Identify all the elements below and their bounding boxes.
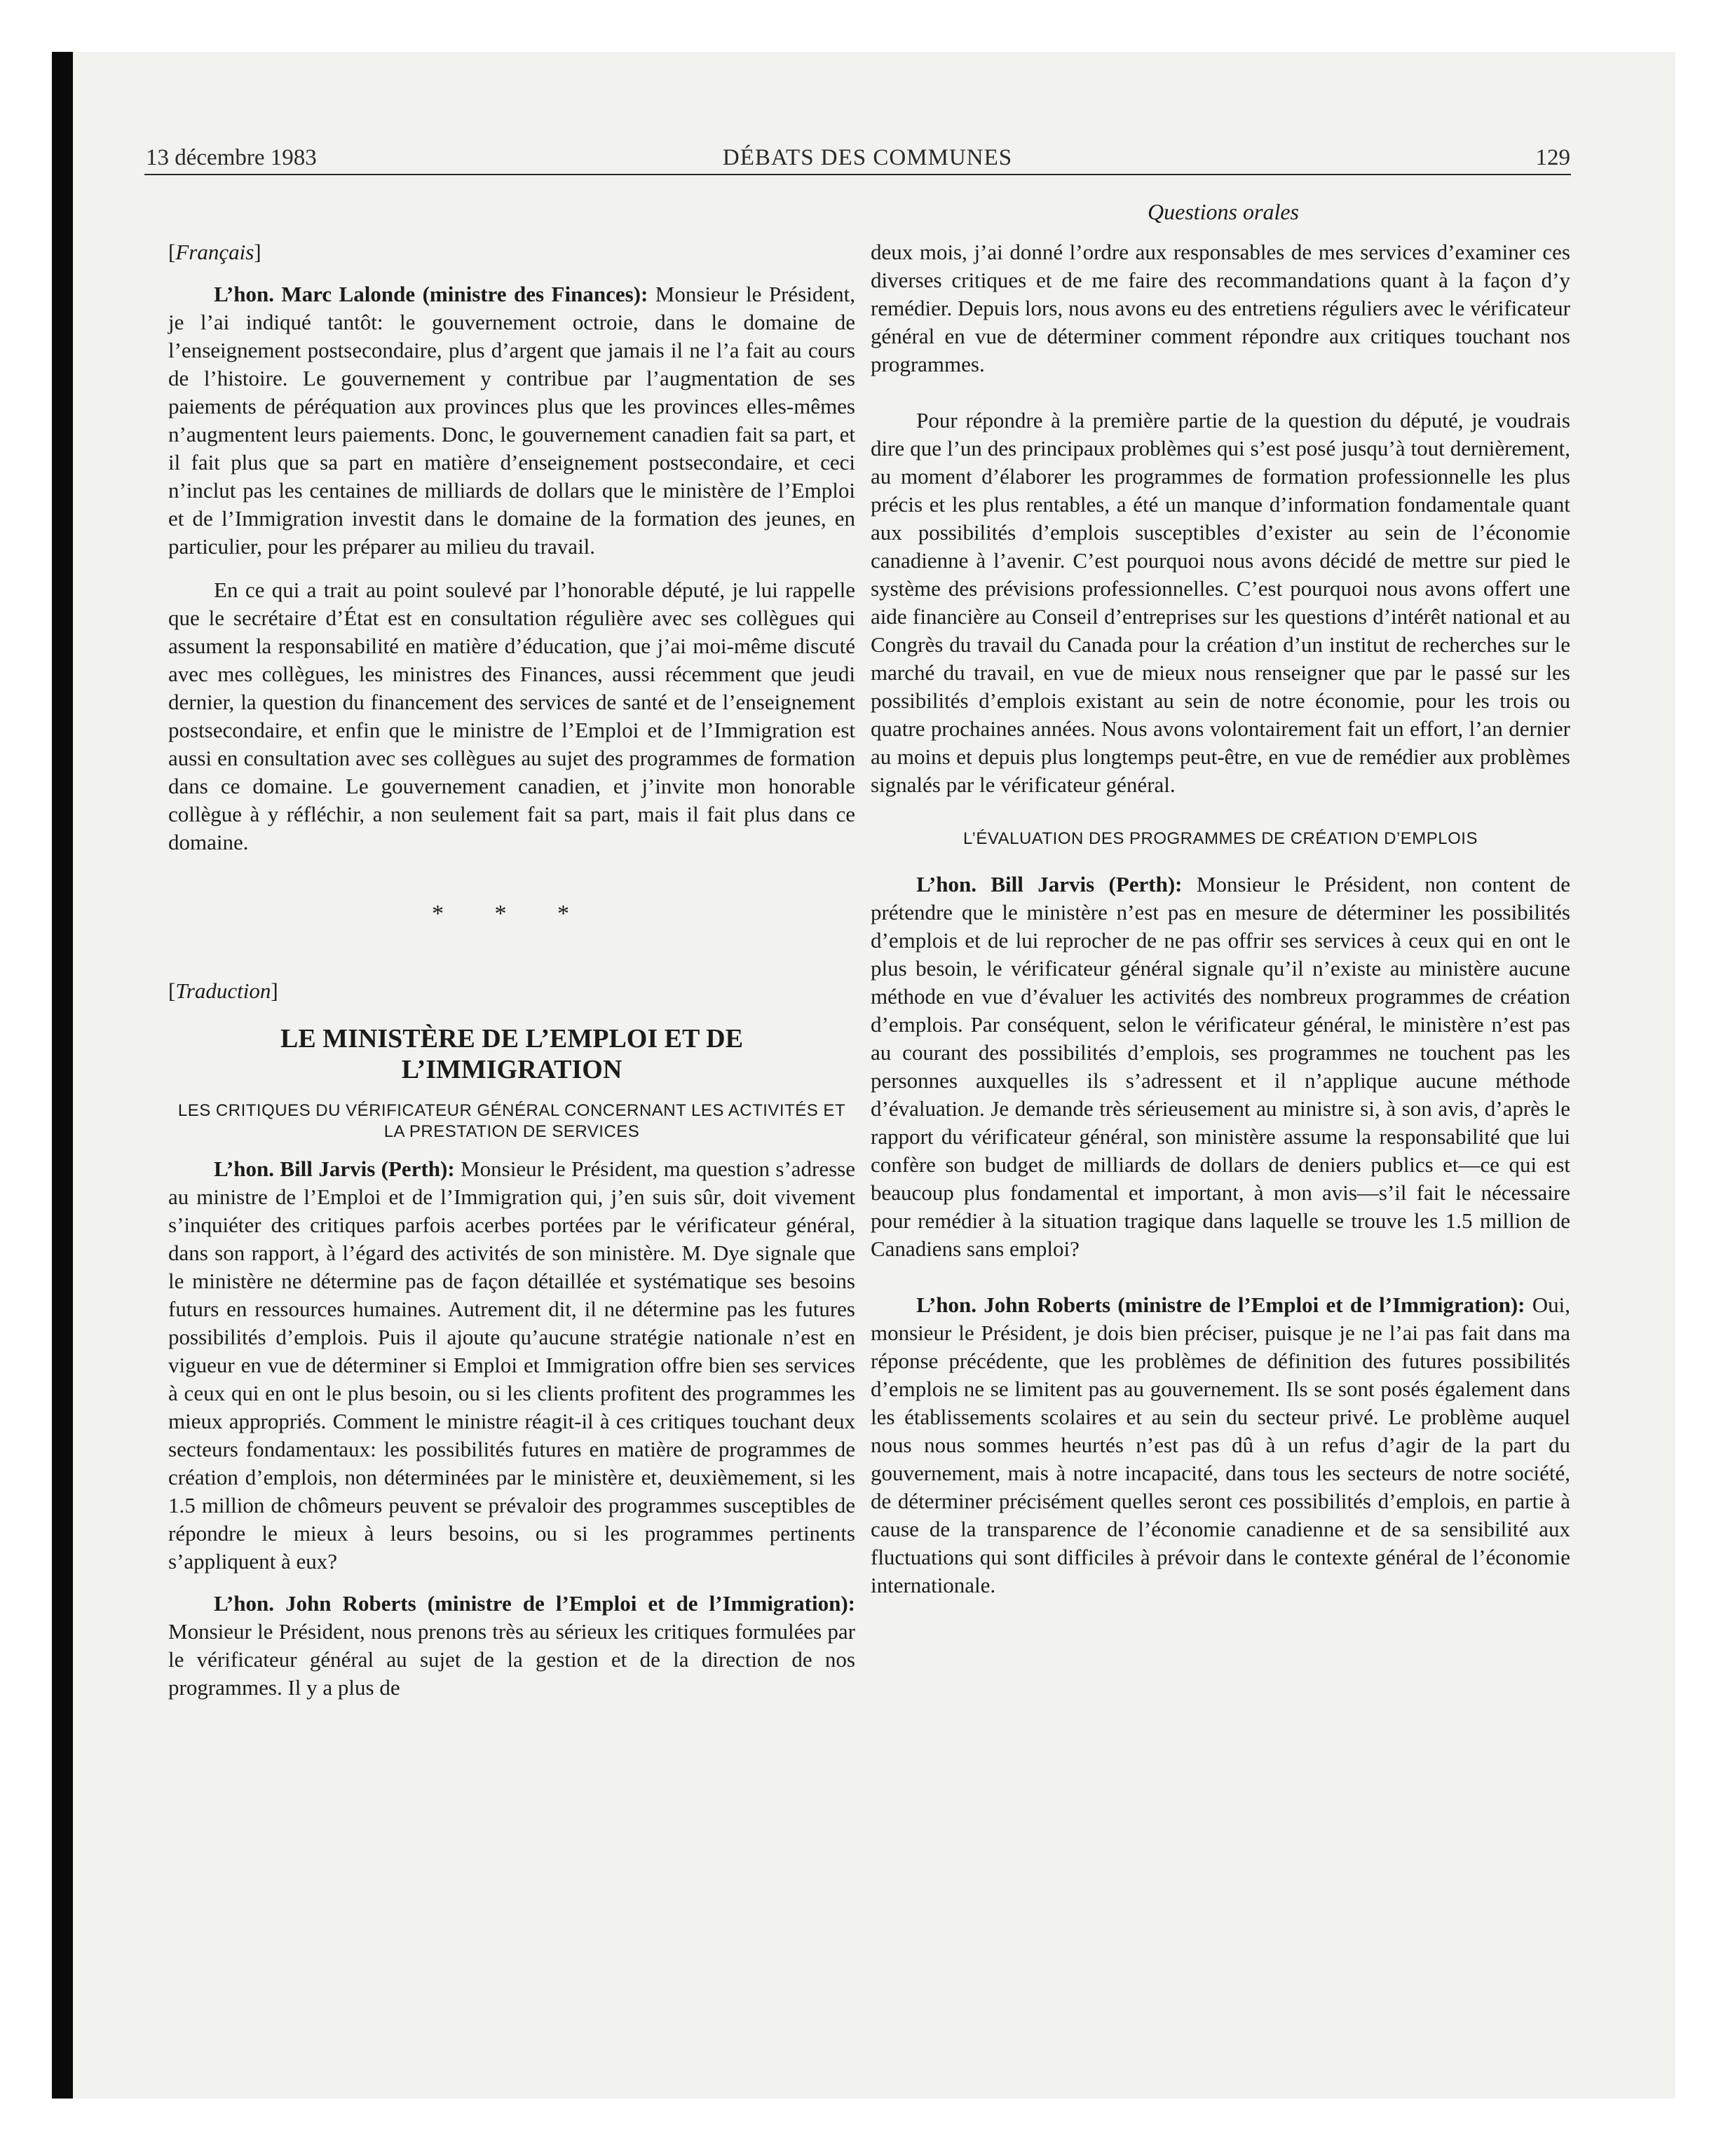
header-rule	[144, 174, 1571, 175]
header-date: 13 décembre 1983	[146, 145, 317, 170]
section-title: LE MINISTÈRE DE L’EMPLOI ET DE L’IMMIGRATION	[280, 1024, 743, 1084]
speech-paragraph: deux mois, j’ai donné l’ordre aux responsables de mes services d’examiner ces diverses critiques et de me faire des recommandations quant à la façon d’y remédier. Depuis lors, nous avons eu des entretiens réguliers avec le vérificateur général en vue de déterminer comment répondre aux critiques touchant nos programmes.	[871, 240, 1570, 376]
speech-paragraph: Pour répondre à la première partie de la question du député, je voudrais dire que l’un des principaux problèmes qui s’est posé jusqu’à tout dernièrement, au moment d’élaborer les programmes de formation professionnelle les plus précis et les plus rentables, a été un manque d’information fondamentale quant aux possibilités d’emplois susceptibles d’exister au sein de l’économie canadienne à l’avenir. C’est pourquoi nous avons décidé de mettre sur pied le système des prévisions professionnelles. C’est pourquoi nous avons offert une aide financière au Conseil d’entreprises sur les questions d’intérêt national et au Congrès du travail du Canada pour la création d’un institut de recherches sur le marché du travail, en vue de mieux nous renseigner que par le passé sur les possibilités d’emplois existant au sein de notre économie, pour les trois ou quatre prochaines années. Nous avons volontairement fait un effort, l’an dernier au moins et depuis plus longtemps peut-être, en vue de remédier aux problèmes signalés par le vérificateur général.	[871, 408, 1570, 797]
binding-edge	[52, 52, 73, 2099]
speech-text: Monsieur le Président, ma question s’adresse au ministre de l’Emploi et de l’Immigration qui, j’en suis sûr, doit vivement s’inquiéter des critiques parfois acerbes portées par le vérificateur général, dans son rapport, à l’égard des activités de son ministère. M. Dye signale que le ministère ne détermine pas de façon détaillée et systématique ses besoins futurs en ressources humaines. Autrement dit, il ne détermine pas les futures possibilités d’emplois. Puis il ajoute qu’aucune stratégie nationale n’est en vigueur en vue de déterminer si Emploi et Immigration offre bien ses services à ceux qui en ont le plus besoin, ou si les clients profitent des programmes les mieux appropriés. Comment le ministre réagit-il à ces critiques touchant deux secteurs fondamentaux: les possibilités futures en matière de programmes de création d’emplois, non déterminées par le ministère et, deuxièmement, si les 1.5 million de chômeurs peuvent se prévaloir des programmes susceptibles de répondre le mieux à leurs besoins, ou si les programmes pertinents s’appliquent à eux?	[168, 1157, 856, 1574]
speech-paragraph	[871, 871, 1570, 1263]
speaker-name: L’hon. Bill Jarvis (Perth):	[916, 872, 1183, 896]
speech-text: Monsieur le Président, non content de prétendre que le ministère n’est pas en mesure de déterminer les possibilités d’emplois et de lui reprocher de ne pas offrir ses services à ceux qui en ont le plus besoin, le vérificateur général signale qu’il n’existe au ministère aucune méthode en vue d’évaluer les activités des nombreux programmes de création d’emplois. Par conséquent, selon le vérificateur général, le ministère n’est pas au courant des possibilités d’emplois, ses programmes ne touchent pas les personnes auxquelles ils s’adressent et il n’applique aucune méthode d’évaluation. Je demande très sérieusement au ministre si, à son avis, d’après le rapport du vérificateur général, son ministère assume la responsabilité que lui confère son budget de milliards de dollars de deniers publics et—ce qui est beaucoup plus fondamental et important, à mon avis—s’il fait le nécessaire pour remédier à la situation tragique dans laquelle se trouve les 1.5 million de Canadiens sans emploi?	[871, 872, 1571, 1261]
section-subtitle: L’ÉVALUATION DES PROGRAMMES DE CRÉATION D’EMPLOIS	[963, 829, 1478, 848]
left-column	[168, 238, 855, 1702]
language-note: [Français]	[168, 240, 261, 264]
speech-paragraph	[168, 1590, 855, 1702]
speaker-name: L’hon. John Roberts (ministre de l’Emploi et de l’Immigration):	[214, 1591, 855, 1616]
header-title: DÉBATS DES COMMUNES	[722, 145, 1013, 170]
speech-paragraph	[168, 1155, 855, 1576]
speech-text: Oui, monsieur le Président, je dois bien préciser, puisque je ne l’ai pas fait dans ma réponse précédente, que les problèmes de définition des futures possibilités d’emplois ne se limitent pas au gouvernement. Ils se sont posés également dans les établissements scolaires et au sein du secteur privé. Le problème auquel nous nous sommes heurtés n’est pas dû à un refus d’agir de la part du gouvernement, mais à notre incapacité, dans tous les secteurs de notre société, de déterminer précisément quelles seront ces possibilités d’emplois, en partie à cause de la transparence de l’économie canadienne et de sa sensibilité aux fluctuations qui sont difficiles à prévoir dans le contexte général de l’économie internationale.	[871, 1292, 1571, 1597]
speech-text: Monsieur le Président, je l’ai indiqué tantôt: le gouvernement octroie, dans le domaine de l’enseignement postsecondaire, plus d’argent que jamais il ne l’a fait au cours de l’histoire. Le gouvernement y contribue par l’augmentation de ses paiements de péréquation aux provinces plus que les provinces elles-mêmes n’augmentent leurs paiements. Donc, le gouvernement canadien fait sa part, et il fait plus que sa part en matière d’enseignement postsecondaire, et ceci n’inclut pas les centaines de milliards de dollars que le ministère de l’Emploi et de l’Immigration investit dans le domaine de la formation des jeunes, en particulier, pour les préparer au milieu du travail.	[168, 282, 855, 559]
section-separator: * * *	[432, 901, 592, 927]
right-column	[871, 238, 1570, 1599]
page-number: 129	[1535, 145, 1570, 170]
speech-paragraph	[168, 280, 855, 561]
language-note: [Traduction]	[168, 978, 278, 1003]
language-note-text: Traduction	[175, 978, 271, 1003]
running-head: Questions orales	[1148, 199, 1299, 224]
section-subtitle: LES CRITIQUES DU VÉRIFICATEUR GÉNÉRAL CONCERNANT LES ACTIVITÉS ET LA PRESTATION DE SERVICES	[177, 1101, 846, 1141]
language-note-text: Français	[175, 240, 254, 264]
speaker-name: L’hon. Marc Lalonde (ministre des Finances):	[214, 282, 648, 306]
speaker-name: L’hon. John Roberts (ministre de l’Emploi et de l’Immigration):	[916, 1292, 1525, 1317]
speech-paragraph	[871, 1291, 1570, 1599]
speech-paragraph: En ce qui a trait au point soulevé par l’honorable député, je lui rappelle que le secrétaire d’État est en consultation régulière avec ses collègues qui assument la responsabilité en matière d’éducation, que j’ai moi-même discuté avec mes collègues, les ministres des Finances, aussi récemment que jeudi dernier, la question du financement des services de santé et de l’enseignement postsecondaire, et enfin que le ministre de l’Emploi et de l’Immigration est aussi en consultation avec ses collègues au sujet des programmes de formation dans ce domaine. Le gouvernement canadien, et j’invite mon honorable collègue à y réfléchir, a non seulement fait sa part, mais il fait plus dans ce domaine.	[168, 578, 855, 854]
speaker-name: L’hon. Bill Jarvis (Perth):	[214, 1157, 455, 1181]
speech-text: Monsieur le Président, nous prenons très au sérieux les critiques formulées par le vérificateur général au sujet de la gestion et de la direction de nos programmes. Il y a plus de	[168, 1619, 855, 1700]
